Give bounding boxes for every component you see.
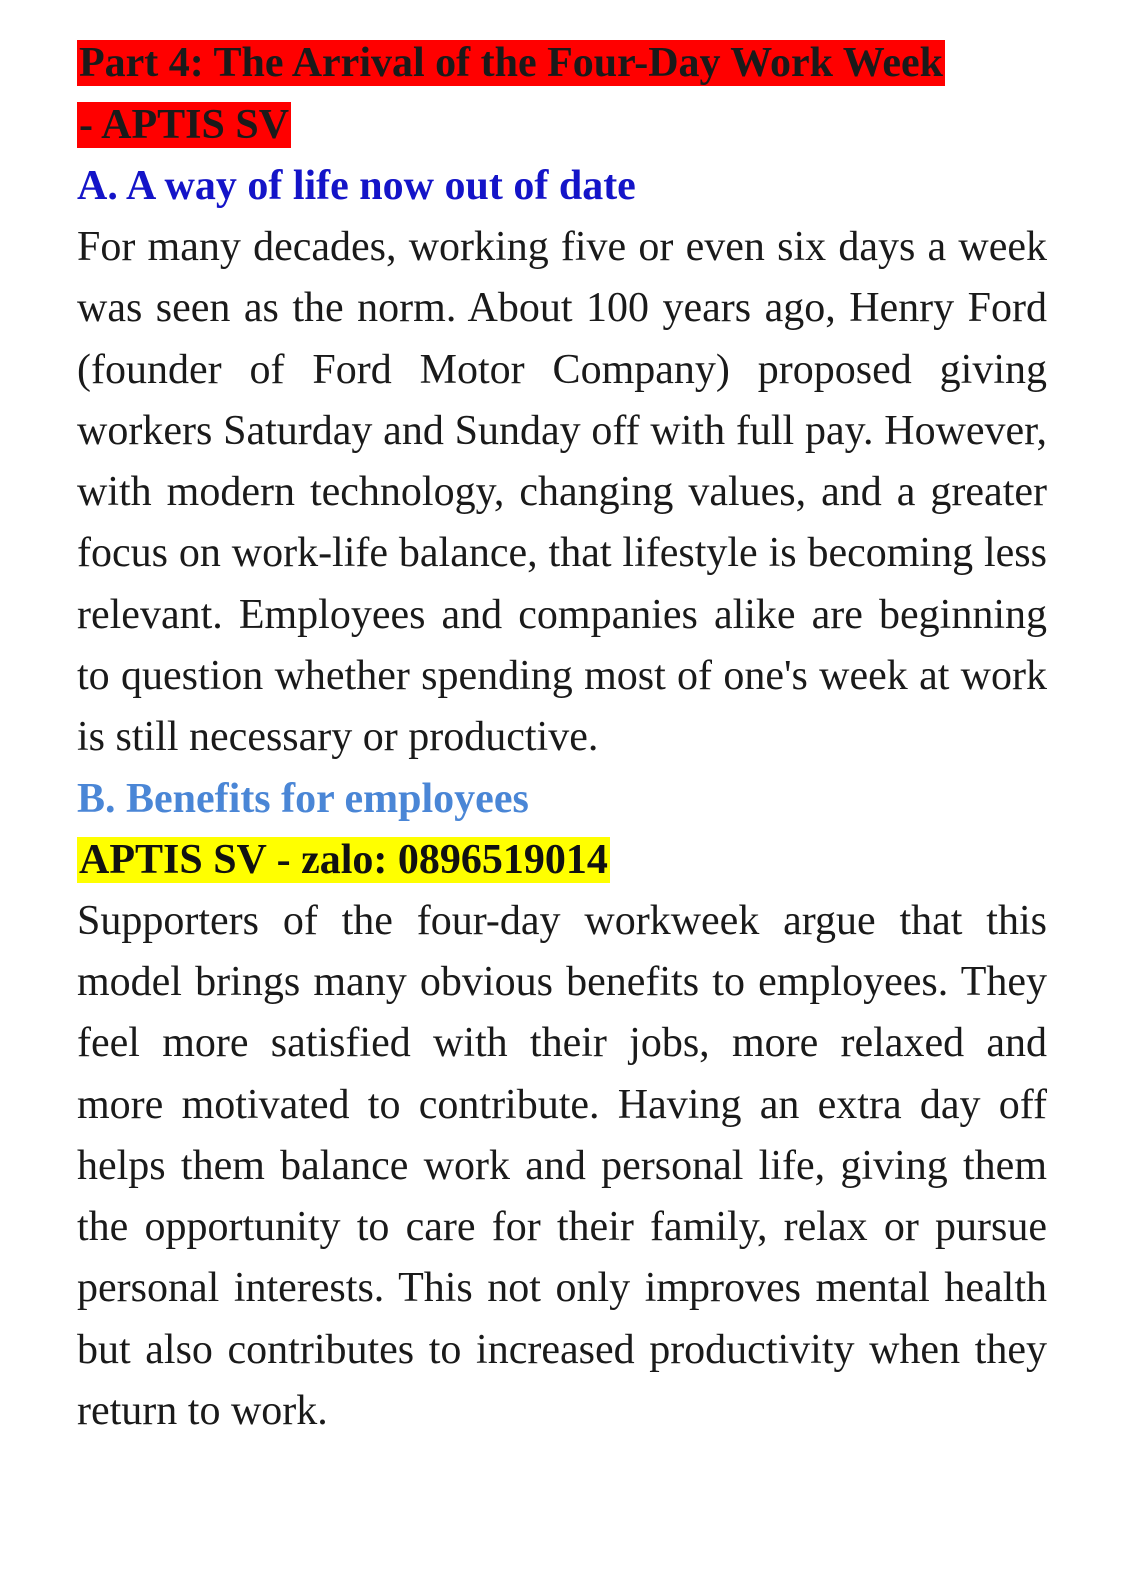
contact-highlight: APTIS SV - zalo: 0896519014 xyxy=(79,836,608,883)
section-a-paragraph: For many decades, working five or even six days a week was seen as the norm. About 100 years ago, Henry Ford (founder of Ford Motor Company) proposed giving workers Saturday and Sunday off with full pay. However, with modern technology, changing values, and a greater focus on work-life balance, that lifestyle is becoming less relevant. Employees and companies alike are beginning to question whether spending most of one's week at work is still necessary or productive. xyxy=(77,224,1047,761)
section-b-paragraph: Supporters of the four-day workweek argue that this model brings many obvious benefits to employees. They feel more satisfied with their jobs, more relaxed and more motivated to contribute. Having an extra day off helps them balance work and personal life, giving them the opportunity to care for their family, relax or pursue personal interests. This not only improves mental health but also contributes to increased productivity when they return to work. xyxy=(77,897,1047,1435)
section-b-heading: B. Benefits for employees xyxy=(77,775,529,822)
contact-line xyxy=(77,830,1047,891)
title-line-2: - APTIS SV xyxy=(79,102,290,148)
document-title xyxy=(77,32,1047,156)
section-a-heading: A. A way of life now out of date xyxy=(77,163,636,209)
title-line-1: Part 4: The Arrival of the Four-Day Work Week xyxy=(79,40,944,86)
